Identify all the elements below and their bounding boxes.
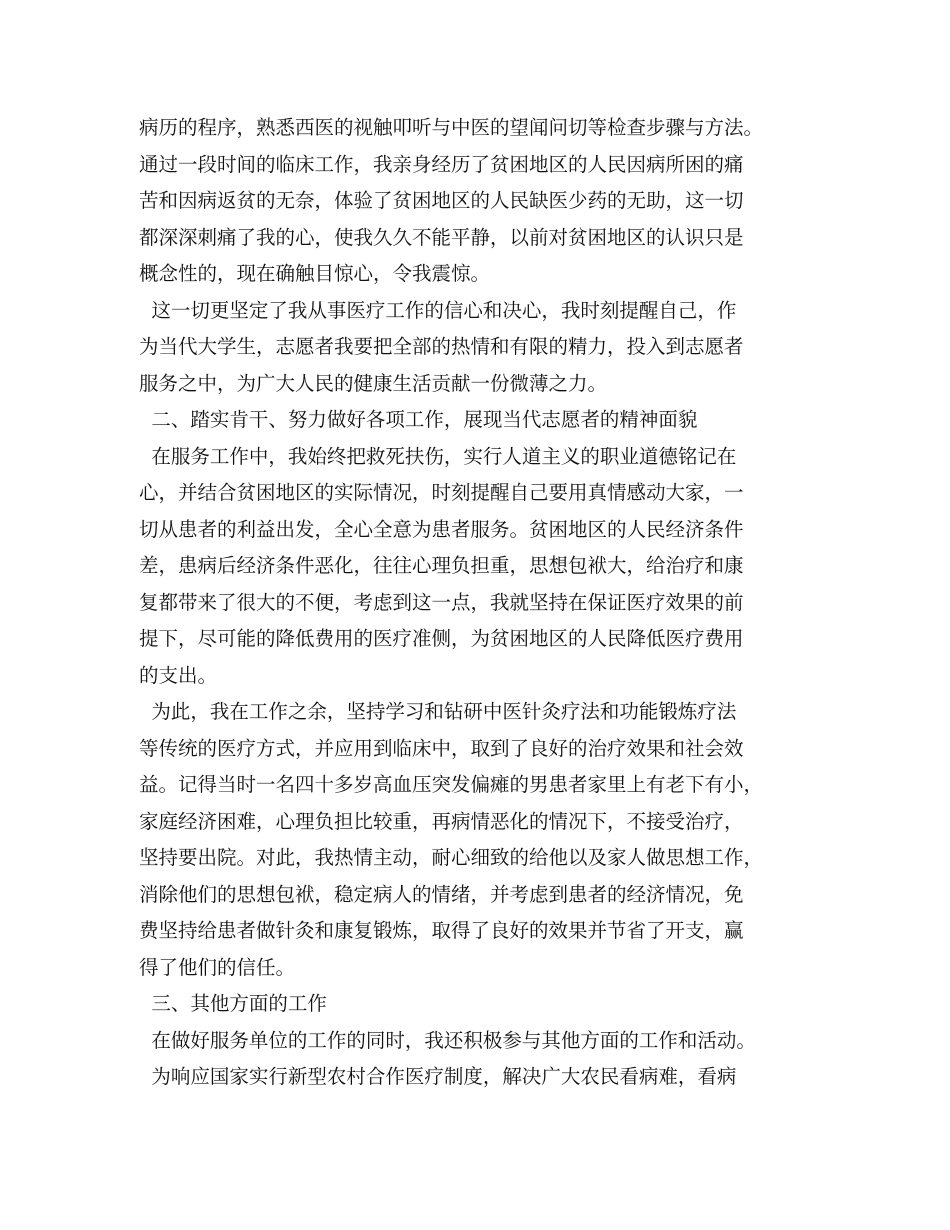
text-line: 消除他们的思想包袱，稳定病人的情绪，并考虑到患者的经济情况，免 xyxy=(139,882,744,906)
text-line: 在做好服务单位的工作的同时，我还积极参与其他方面的工作和活动。 xyxy=(139,1028,756,1052)
text-line: 为响应国家实行新型农村合作医疗制度，解决广大农民看病难，看病 xyxy=(139,1065,737,1088)
text-line: 通过一段时间的临床工作，我亲身经历了贫困地区的人民因病所困的痛 xyxy=(139,152,744,176)
text-line: 切从患者的利益出发，全心全意为患者服务。贫困地区的人民经济条件 xyxy=(139,517,744,541)
text-line: 这一切更坚定了我从事医疗工作的信心和决心，我时刻提醒自己，作 xyxy=(139,298,737,322)
text-line: 费坚持给患者做针灸和康复锻炼，取得了良好的效果并节省了开支，赢 xyxy=(139,919,744,942)
text-line: 的支出。 xyxy=(139,663,218,687)
section-heading: 二、踏实肯干、努力做好各项工作，展现当代志愿者的精神面貌 xyxy=(139,408,698,431)
text-line: 等传统的医疗方式，并应用到临床中，取到了良好的治疗效果和社会效 xyxy=(139,736,744,760)
text-line: 坚持要出院。对此，我热情主动，耐心细致的给他以及家人做思想工作， xyxy=(139,846,764,869)
text-line: 为此，我在工作之余，坚持学习和钻研中医针灸疗法和功能锻炼疗法 xyxy=(139,700,737,723)
text-line: 复都带来了很大的不便，考虑到这一点，我就坚持在保证医疗效果的前 xyxy=(139,590,744,614)
text-line: 在服务工作中，我始终把救死扶伤，实行人道主义的职业道德铭记在 xyxy=(139,444,737,468)
text-line: 为当代大学生，志愿者我要把全部的热情和有限的精力，投入到志愿者 xyxy=(139,335,744,358)
text-line: 得了他们的信任。 xyxy=(139,955,296,979)
text-line: 提下，尽可能的降低费用的医疗准侧，为贫困地区的人民降低医疗费用 xyxy=(139,627,744,650)
text-line: 服务之中，为广大人民的健康生活贡献一份微薄之力。 xyxy=(139,371,608,395)
text-line: 家庭经济困难，心理负担比较重，再病情恶化的情况下，不接受治疗， xyxy=(139,809,744,833)
text-line: 益。记得当时一名四十多岁高血压突发偏瘫的男患者家里上有老下有小， xyxy=(139,773,764,796)
text-line: 病历的程序，熟悉西医的视触叩听与中医的望闻问切等检查步骤与方法。 xyxy=(139,116,764,139)
text-line: 都深深刺痛了我的心，使我久久不能平静，以前对贫困地区的认识只是 xyxy=(139,225,744,249)
section-heading: 三、其他方面的工作 xyxy=(139,992,327,1015)
text-line: 心，并结合贫困地区的实际情况，时刻提醒自己要用真情感动大家，一 xyxy=(139,481,744,504)
text-line: 差，患病后经济条件恶化，往往心理负担重，思想包袱大，给治疗和康 xyxy=(139,554,744,577)
text-line: 概念性的，现在确触目惊心，令我震惊。 xyxy=(139,262,491,285)
text-line: 苦和因病返贫的无奈，体验了贫困地区的人民缺医少药的无助，这一切 xyxy=(139,189,744,212)
body-text xyxy=(139,110,839,1096)
